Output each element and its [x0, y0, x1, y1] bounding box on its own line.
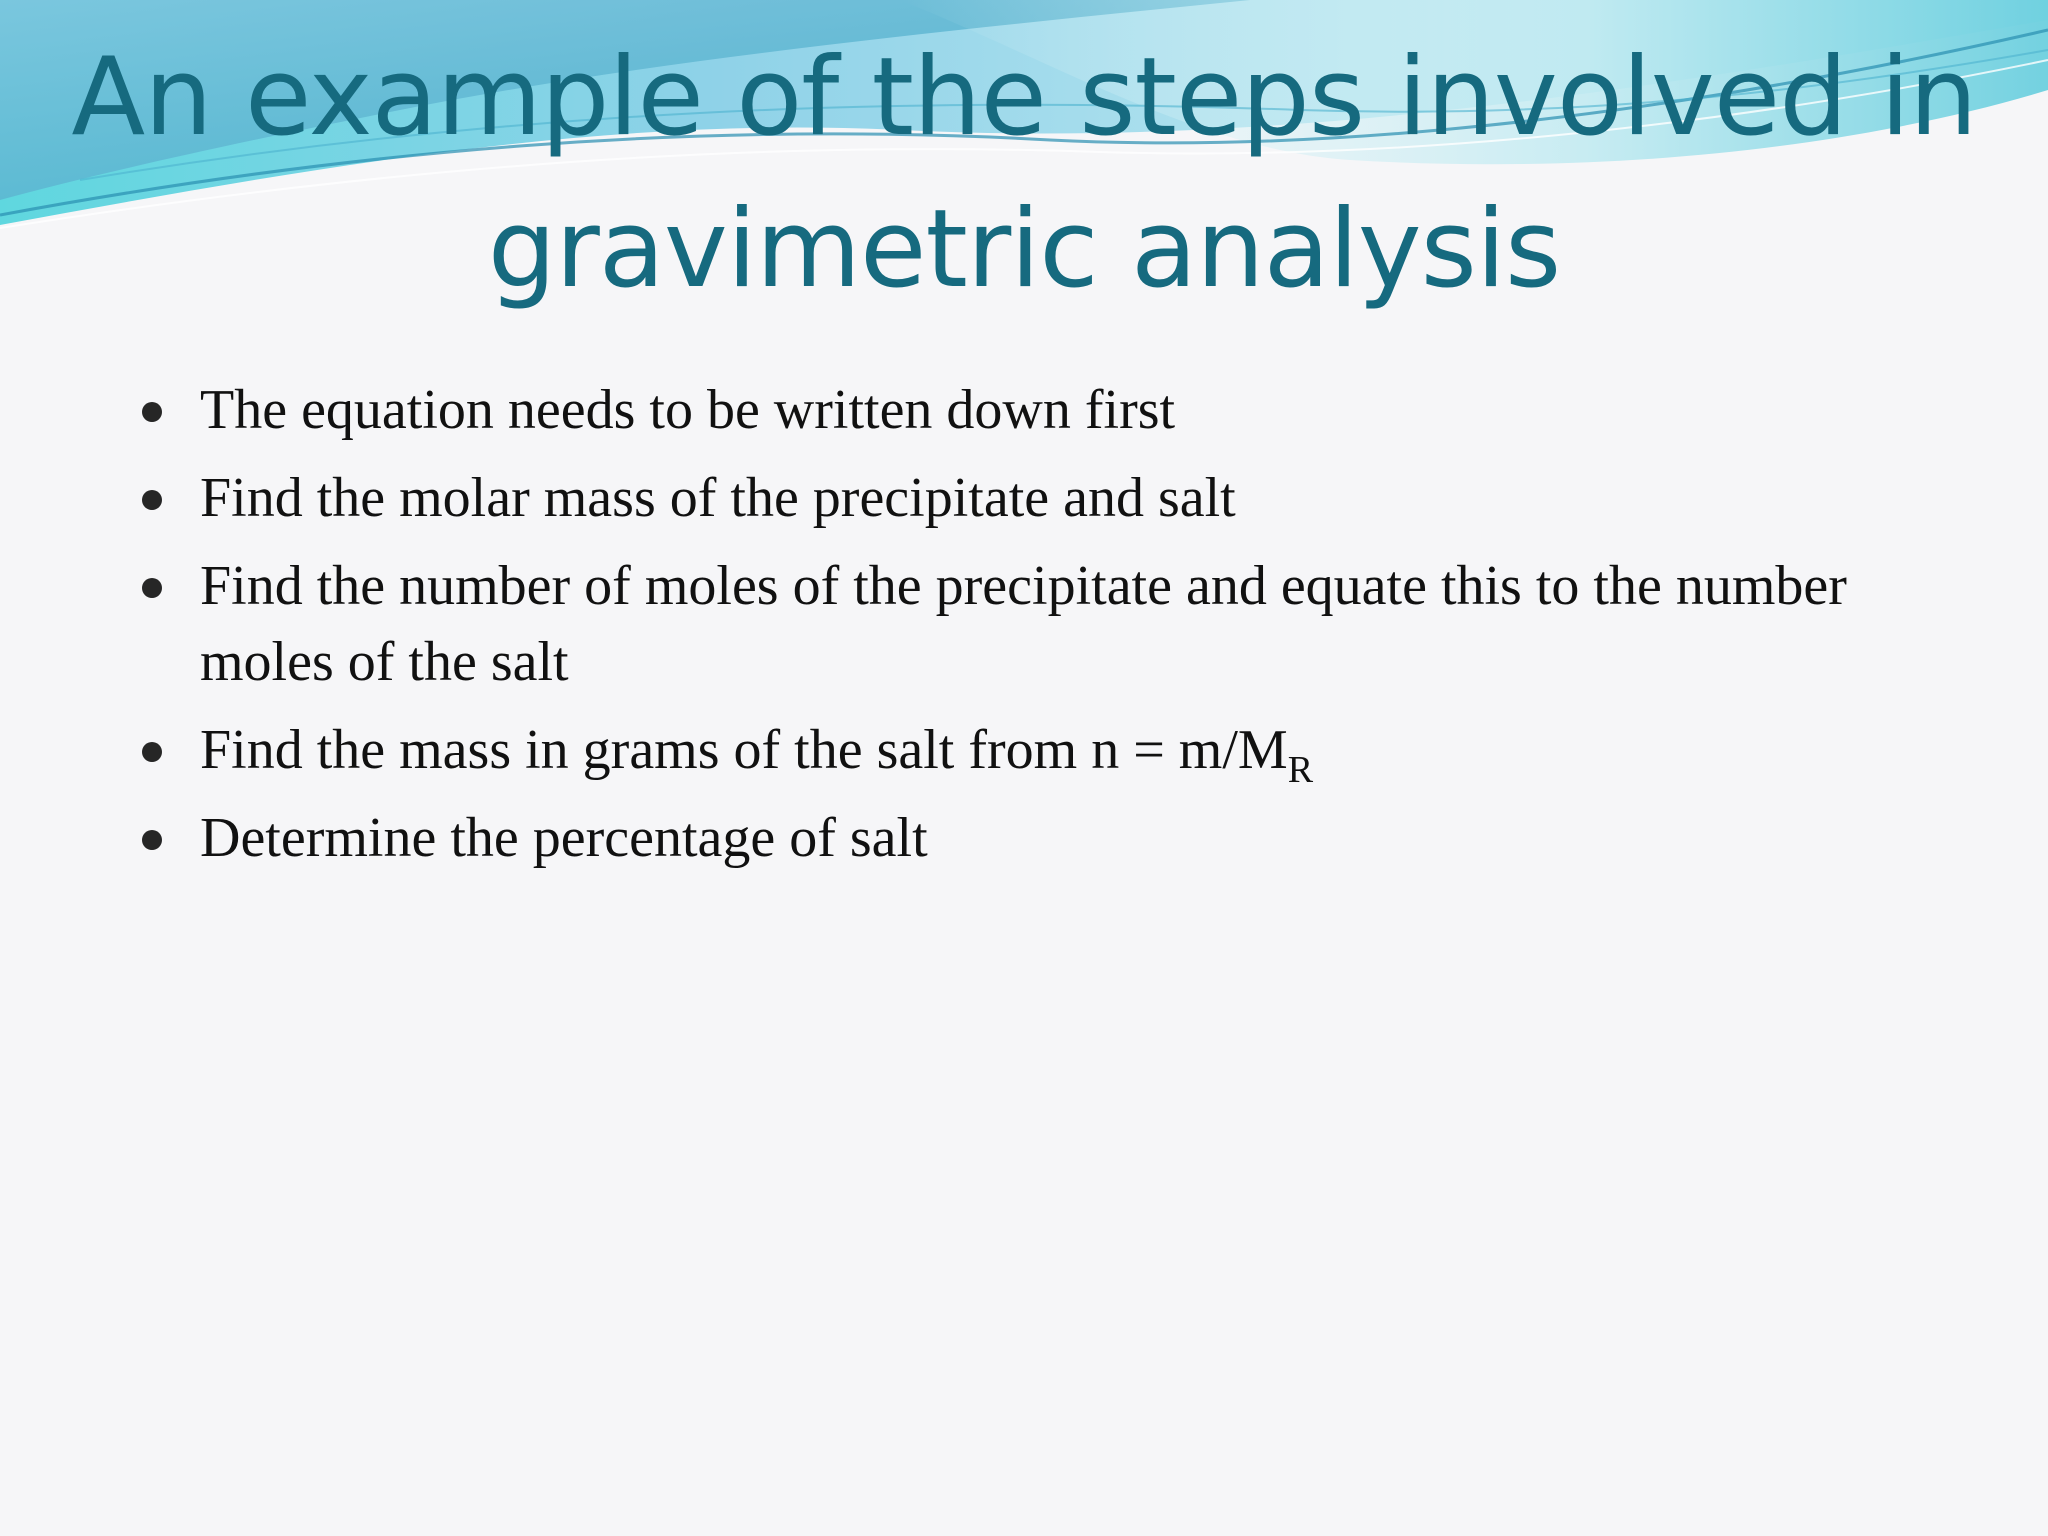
list-item — [140, 712, 1920, 791]
bullet-icon — [142, 830, 162, 850]
bullet-text: Find the molar mass of the precipitate and salt — [200, 467, 1236, 529]
bullet-text: Find the number of moles of the precipitate and equate this to the number moles of the salt — [200, 555, 1847, 693]
bullet-icon — [142, 402, 162, 422]
list-item — [140, 548, 1920, 700]
slide-title: An example of the steps involved in gravimetric analysis — [71, 35, 1977, 312]
bullet-list — [140, 372, 1920, 888]
bullet-text: Find the mass in grams of the salt from n = m/M — [200, 719, 1288, 781]
list-item — [140, 460, 1920, 536]
bullet-icon — [142, 742, 162, 762]
formula-subscript: R — [1287, 749, 1314, 791]
bullet-text: Determine the percentage of salt — [200, 807, 928, 869]
bullet-text: The equation needs to be written down first — [200, 379, 1176, 441]
list-item — [140, 372, 1920, 448]
bullet-icon — [142, 490, 162, 510]
list-item — [140, 800, 1920, 876]
bullet-icon — [142, 578, 162, 598]
